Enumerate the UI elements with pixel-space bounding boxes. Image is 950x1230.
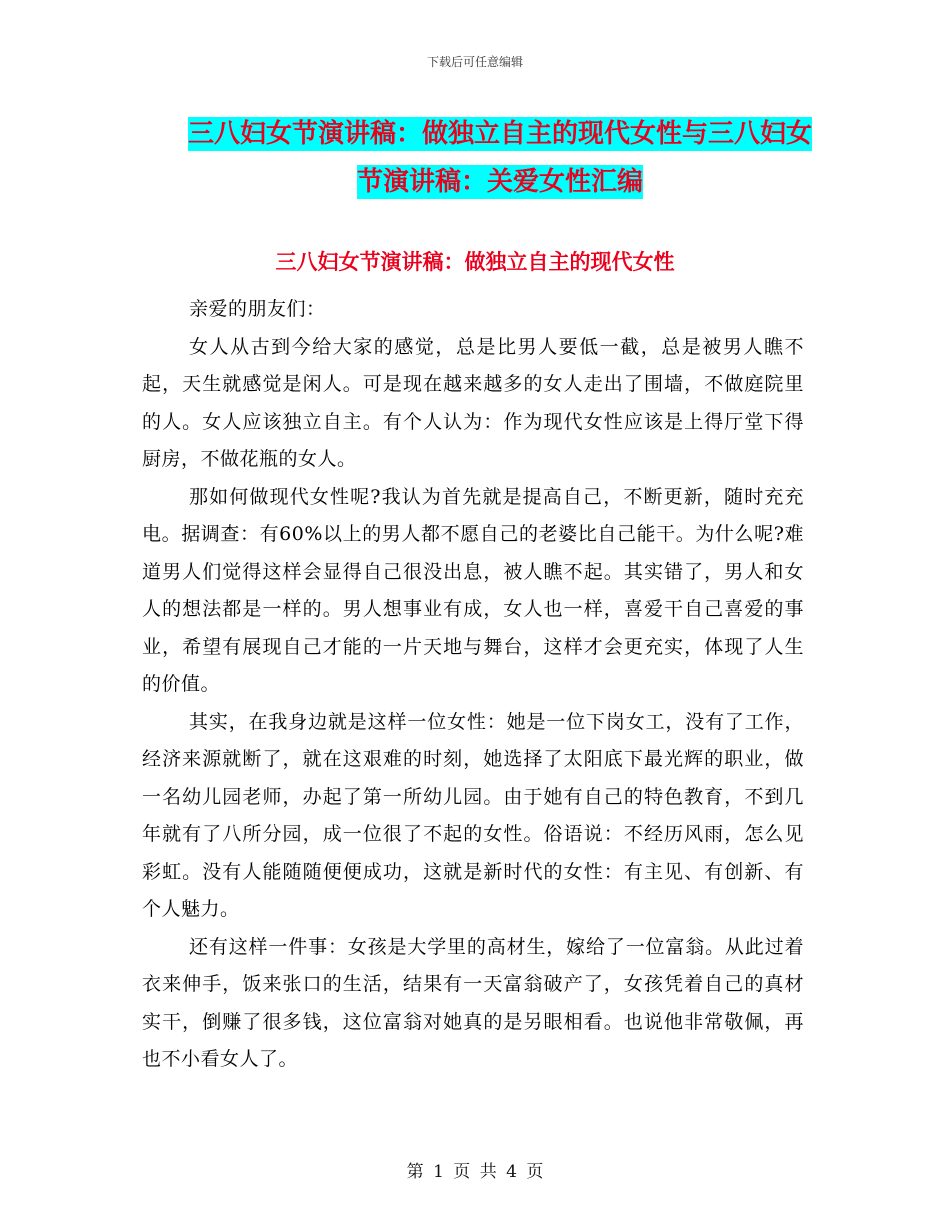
salutation: 亲爱的朋友们： bbox=[189, 298, 326, 320]
paragraph-4: 还有这样一件事：女孩是大学里的高材生，嫁给了一位富翁。从此过着衣来伸手，饭来张口的生活，结果有一天富翁破产了，女孩凭着自己的真材实干，倒赚了很多钱，这位富翁对她真的是另眼相看。也说他非常敬佩，再也不小看女人了。 bbox=[142, 935, 804, 1070]
document-main-title bbox=[180, 110, 820, 206]
paragraph-3: 其实，在我身边就是这样一位女性：她是一位下岗女工，没有了工作，经济来源就断了，就在这艰难的时刻，她选择了太阳底下最光辉的职业，做一名幼儿园老师，办起了第一所幼儿园。由于她有自己的特色教育，不到几年就有了八所分园，成一位很了不起的女性。俗语说：不经历风雨，怎么见彩虹。没有人能随随便便成功，这就是新时代的女性：有主见、有创新、有个人魅力。 bbox=[142, 710, 804, 920]
paragraph-1: 女人从古到今给大家的感觉，总是比男人要低一截，总是被男人瞧不起，天生就感觉是闲人。可是现在越来越多的女人走出了围墙，不做庭院里的人。女人应该独立自主。有个人认为：作为现代女性应该是上得厅堂下得厨房，不做花瓶的女人。 bbox=[142, 335, 804, 470]
page-number-footer: 第 1 页 共 4 页 bbox=[406, 1162, 544, 1182]
document-body bbox=[142, 291, 804, 1079]
header-note: 下载后可任意编辑 bbox=[426, 55, 523, 69]
main-title-text: 三八妇女节演讲稿：做独立自主的现代女性与三八妇女节演讲稿：关爱女性汇编 bbox=[187, 119, 812, 197]
section-title: 三八妇女节演讲稿：做独立自主的现代女性 bbox=[275, 250, 675, 274]
paragraph-2: 那如何做现代女性呢?我认为首先就是提高自己，不断更新，随时充充电。据调查：有60%以上的男人都不愿自己的老婆比自己能干。为什么呢?难道男人们觉得这样会显得自己很没出息，被人瞧不起。其实错了，男人和女人的想法都是一样的。男人想事业有成，女人也一样，喜爱干自己喜爱的事业，希望有展现自己才能的一片天地与舞台，这样才会更充实，体现了人生的价值。 bbox=[142, 485, 804, 695]
